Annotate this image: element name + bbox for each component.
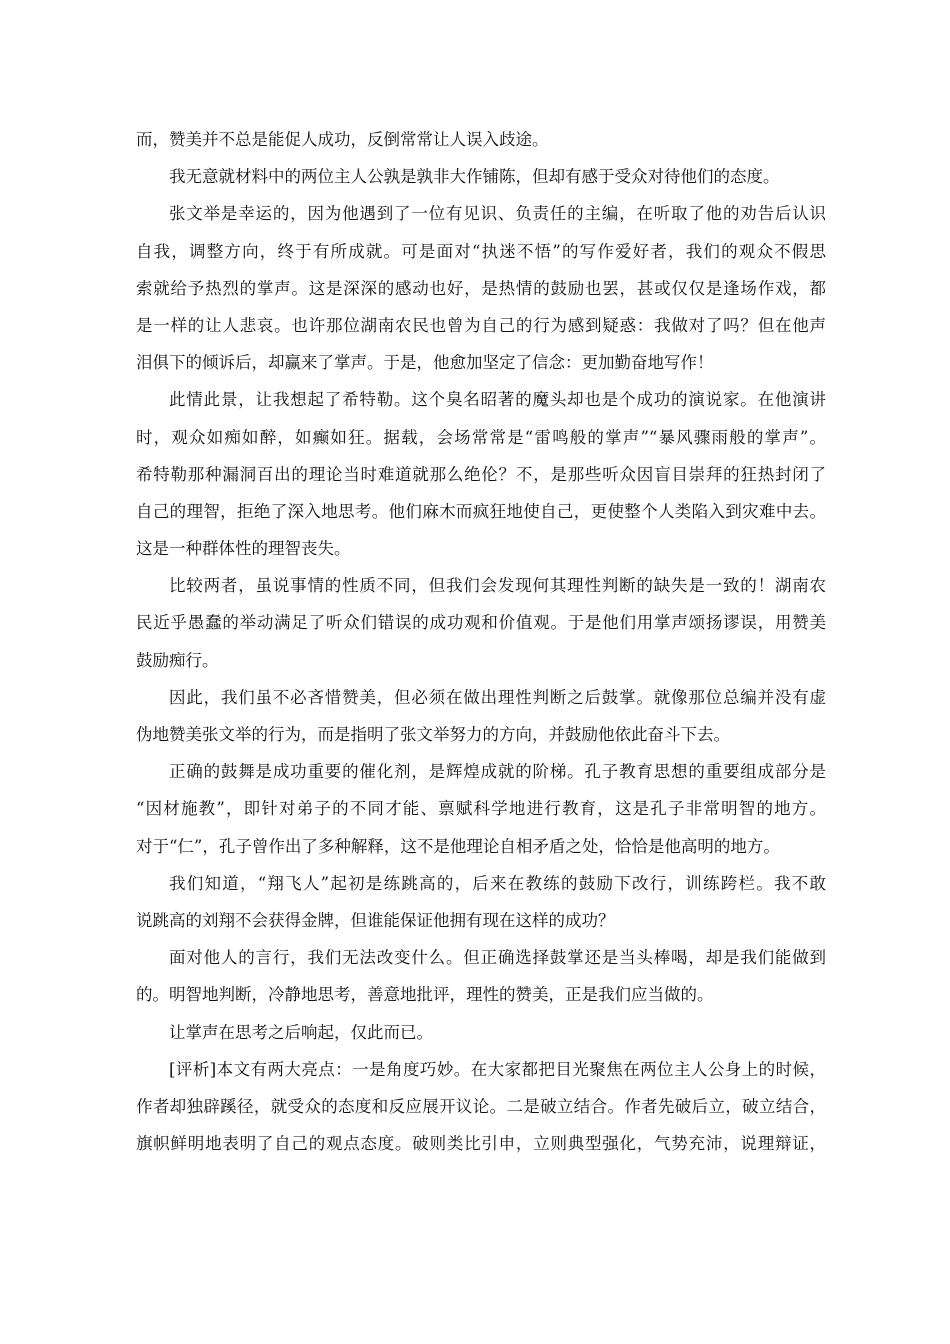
paragraph-start-line: 因此，我们虽不必吝惜赞美，但必须在做出理性判断之后鼓掌。就像那位总编并没有虚	[169, 687, 826, 707]
text-line: 旗帜鲜明地表明了自己的观点态度。破则类比引申，立则典型强化，气势充沛，说理辩证，	[136, 1134, 826, 1154]
text-line: 这是一种群体性的理智丧失。	[136, 539, 351, 559]
paragraph-start-line: 此情此景，让我想起了希特勒。这个臭名昭著的魔头却也是个成功的演说家。在他演讲	[169, 390, 826, 410]
text-line: 泪俱下的倾诉后，却赢来了掌声。于是，他愈加坚定了信念：更加勤奋地写作！	[136, 353, 714, 373]
paragraph-start-line: 面对他人的言行，我们无法改变什么。但正确选择鼓掌还是当头棒喝，却是我们能做到	[169, 948, 826, 968]
text-line: 鼓励痴行。	[136, 650, 219, 670]
text-line: 而，赞美并不总是能促人成功，反倒常常让人误入歧途。	[136, 130, 549, 149]
text-line: 索就给予热烈的掌声。这是深深的感动也好，是热情的鼓励也罢，甚或仅仅是逢场作戏，都	[136, 278, 826, 298]
text-line: 是一样的让人悲哀。也许那位湖南农民也曾为自己的行为感到疑惑：我做对了吗？但在他声	[136, 315, 826, 335]
text-line: 对于“仁”，孔子曾作出了多种解释，这不是他理论自相矛盾之处，恰恰是他高明的地方。	[136, 836, 780, 856]
text-line: 民近乎愚蠢的举动满足了听众们错误的成功观和价值观。于是他们用掌声颂扬谬误，用赞美	[136, 613, 826, 633]
paragraph-start-line: 我无意就材料中的两位主人公孰是孰非大作铺陈，但却有感于受众对待他们的态度。	[169, 167, 780, 187]
paragraph-start-line: 正确的鼓舞是成功重要的催化剂，是辉煌成就的阶梯。孔子教育思想的重要组成部分是	[169, 762, 826, 782]
text-line: 作者却独辟蹊径，就受众的态度和反应展开议论。二是破立结合。作者先破后立，破立结合，	[136, 1096, 826, 1116]
paragraph-start-line: 比较两者，虽说事情的性质不同，但我们会发现何其理性判断的缺失是一致的！湖南农	[169, 576, 826, 596]
paragraph-start-line: 张文举是幸运的，因为他遇到了一位有见识、负责任的主编，在听取了他的劝告后认识	[169, 204, 826, 224]
text-line: 自己的理智，拒绝了深入地思考。他们麻木而疯狂地使自己，更使整个人类陷入到灾难中去。	[136, 501, 826, 521]
commentary-start-line: [评析]本文有两大亮点：一是角度巧妙。在大家都把目光聚焦在两位主人公身上的时候，	[169, 1059, 826, 1079]
text-line: “因材施教”，即针对弟子的不同才能、禀赋科学地进行教育，这是孔子非常明智的地方。	[136, 799, 826, 819]
text-line: 伪地赞美张文举的行为，而是指明了张文举努力的方向，并鼓励他依此奋斗下去。	[136, 725, 730, 744]
paragraph-start-line: 我们知道，“翔飞人”起初是练跳高的，后来在教练的鼓励下改行，训练跨栏。我不敢	[169, 873, 826, 893]
text-line: 说跳高的刘翔不会获得金牌，但谁能保证他拥有现在这样的成功？	[136, 910, 615, 930]
text-line: 自我，调整方向，终于有所成就。可是面对“执迷不悟”的写作爱好者，我们的观众不假思	[136, 241, 826, 261]
text-line: 时，观众如痴如醉，如癫如狂。据载，会场常常是“雷鸣般的掌声”“暴风骤雨般的掌声”。	[136, 427, 826, 447]
text-line: 的。明智地判断，冷静地思考，善意地批评，理性的赞美，正是我们应当做的。	[136, 985, 714, 1005]
paragraph-start-line: 让掌声在思考之后响起，仅此而已。	[169, 1022, 433, 1042]
text-line: 希特勒那种漏洞百出的理论当时难道就那么绝伦？不，是那些听众因盲目崇拜的狂热封闭了	[136, 464, 826, 484]
document-body	[136, 121, 826, 1162]
